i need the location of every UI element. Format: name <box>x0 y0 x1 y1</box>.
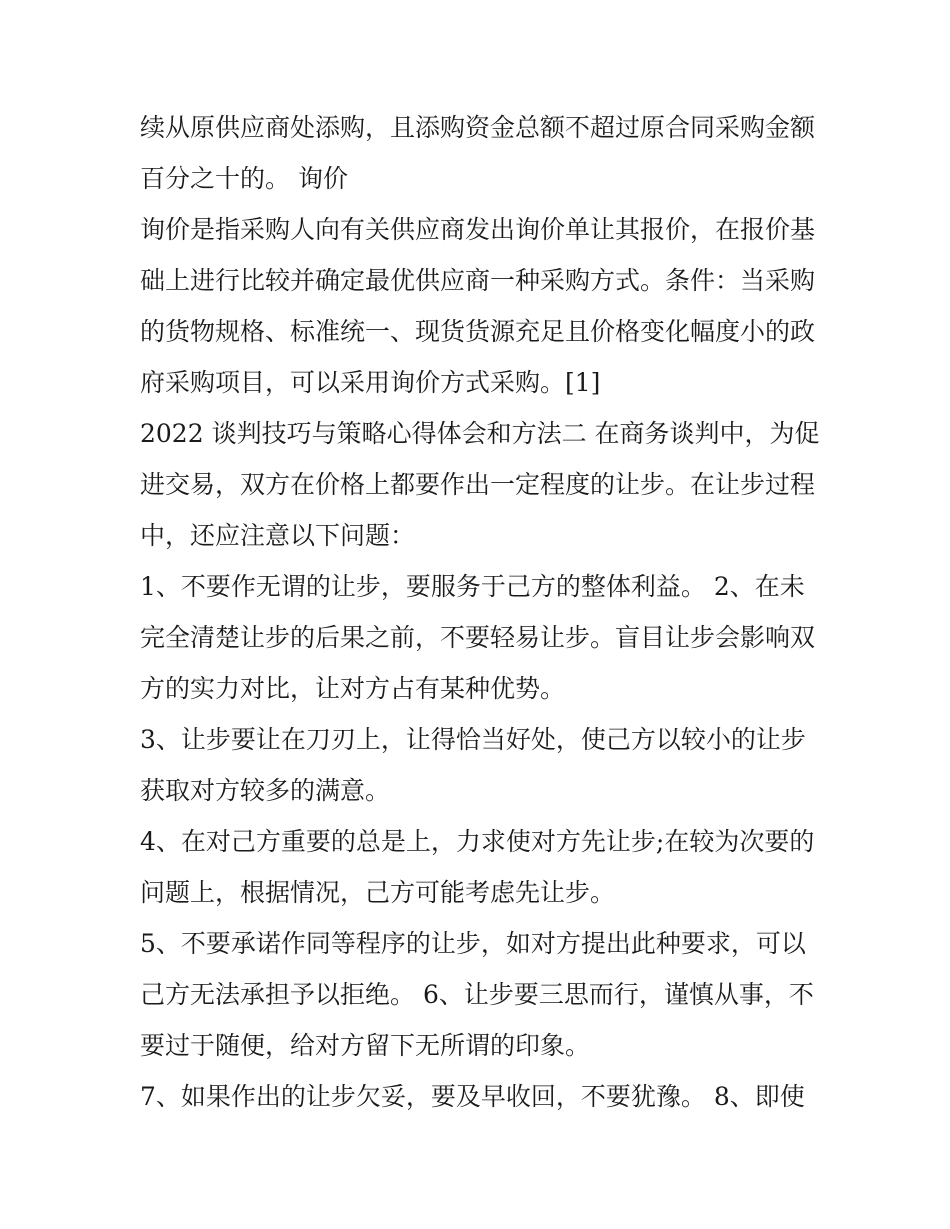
list-item-1-2 <box>140 561 820 714</box>
text-line: 中，还应注意以下问题： <box>140 521 416 550</box>
paragraph-inquiry-definition <box>140 204 820 408</box>
text-line: 础上进行比较并确定最优供应商一种采购方式。条件：当采购 <box>140 266 816 295</box>
text-line: 3、让步要让在刀刃上，让得恰当好处，使己方以较小的让步 <box>140 725 806 754</box>
text-line: 的货物规格、标准统一、现货货源充足且价格变化幅度小的政 <box>140 317 816 346</box>
list-item-7-8 <box>140 1071 820 1122</box>
paragraph-negotiation-intro <box>140 408 820 561</box>
list-item-5-6 <box>140 918 820 1071</box>
text-line: 续从原供应商处添购，且添购资金总额不超过原合同采购金额 <box>140 113 816 142</box>
list-item-3 <box>140 714 820 816</box>
text-line: 问题上，根据情况，己方可能考虑先让步。 <box>140 878 616 907</box>
text-line: 进交易，双方在价格上都要作出一定程度的让步。在让步过程 <box>140 470 816 499</box>
text-line: 5、不要承诺作同等程序的让步，如对方提出此种要求，可以 <box>140 929 806 958</box>
list-item-4 <box>140 816 820 918</box>
text-line: 百分之十的。 询价 <box>140 164 348 193</box>
text-line: 获取对方较多的满意。 <box>140 776 391 805</box>
text-line: 4、在对己方重要的总是上，力求使对方先让步;在较为次要的 <box>140 827 815 856</box>
text-line: 府采购项目，可以采用询价方式采购。[1] <box>140 368 601 397</box>
paragraph-procurement-addition <box>140 102 820 204</box>
text-line: 2022 谈判技巧与策略心得体会和方法二 在商务谈判中，为促 <box>140 419 820 448</box>
text-line: 要过于随便，给对方留下无所谓的印象。 <box>140 1031 591 1060</box>
text-line: 完全清楚让步的后果之前，不要轻易让步。盲目让步会影响双 <box>140 623 816 652</box>
document-body <box>140 102 820 1122</box>
text-line: 己方无法承担予以拒绝。 6、让步要三思而行，谨慎从事，不 <box>140 980 814 1009</box>
text-line: 询价是指采购人向有关供应商发出询价单让其报价，在报价基 <box>140 215 816 244</box>
text-line: 7、如果作出的让步欠妥，要及早收回，不要犹豫。 8、即使 <box>140 1082 805 1111</box>
text-line: 方的实力对比，让对方占有某种优势。 <box>140 674 566 703</box>
text-line: 1、不要作无谓的让步，要服务于己方的整体利益。 2、在未 <box>140 572 805 601</box>
